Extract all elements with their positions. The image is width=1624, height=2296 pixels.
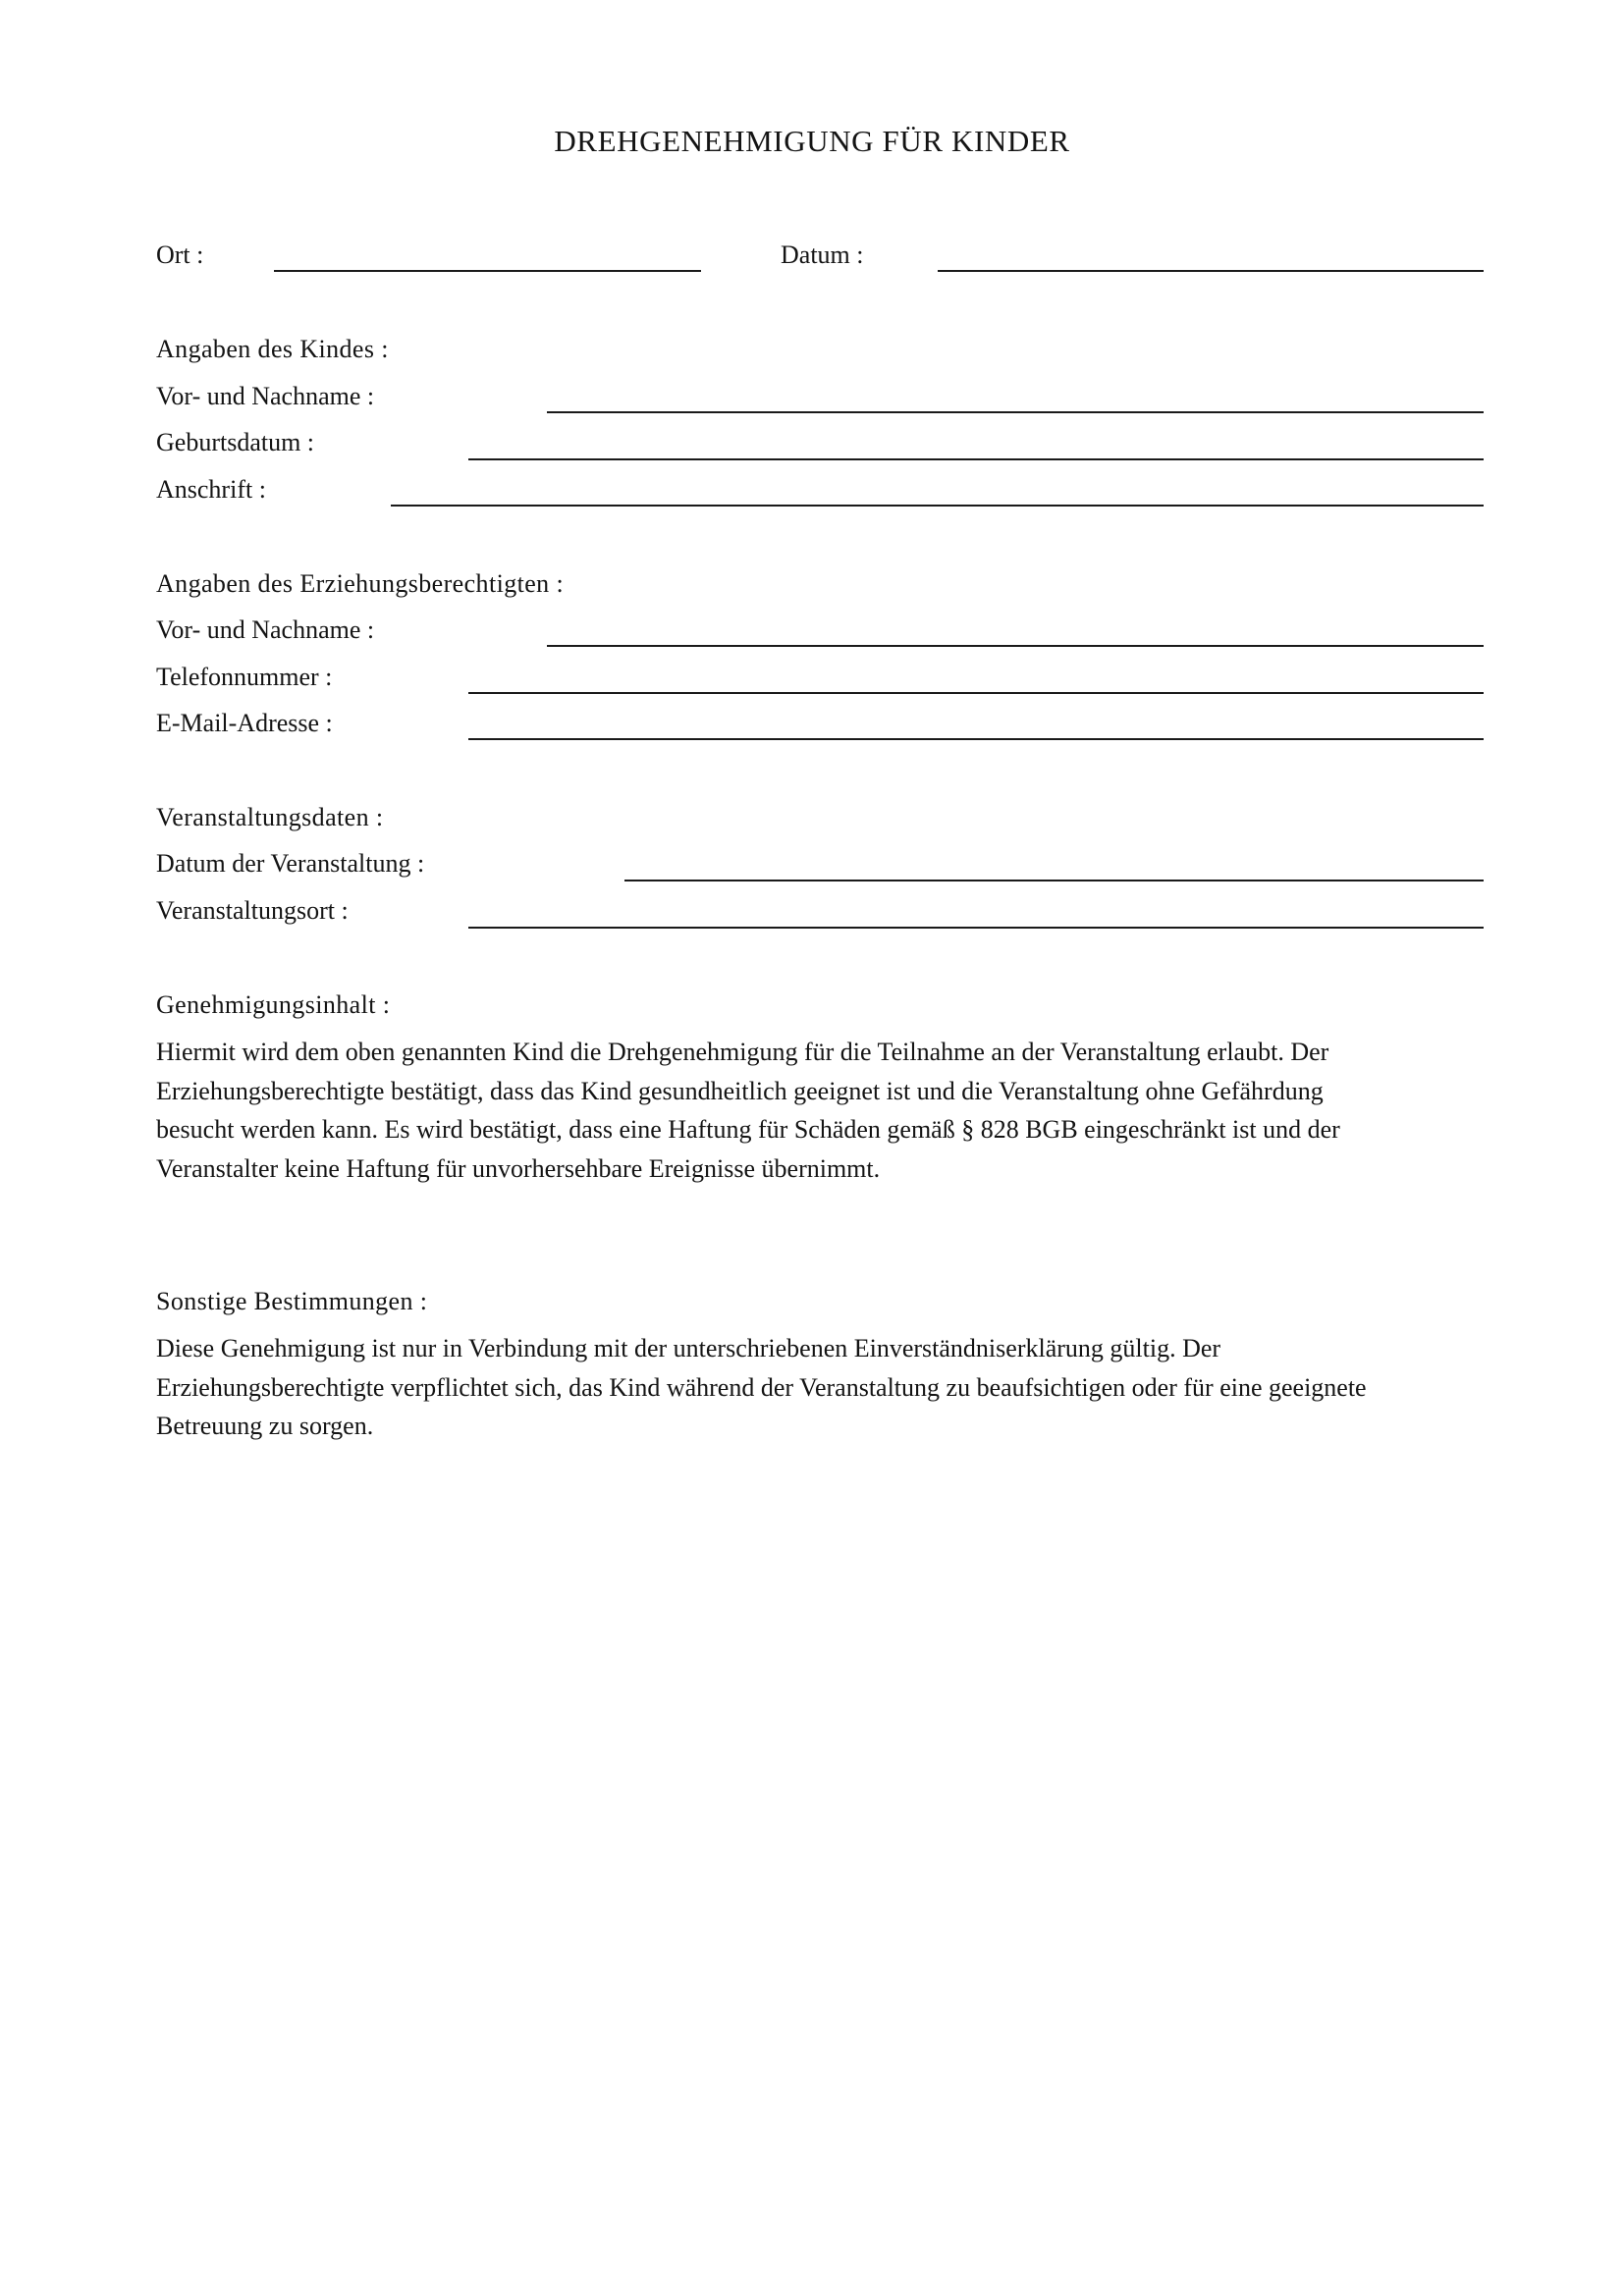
guardian-email-label: E-Mail-Adresse : bbox=[156, 709, 333, 737]
guardian-email-field-line[interactable] bbox=[468, 738, 1484, 740]
event-date-label: Datum der Veranstaltung : bbox=[156, 849, 425, 878]
guardian-phone-field-line[interactable] bbox=[468, 692, 1484, 694]
ort-field-line[interactable] bbox=[274, 270, 701, 272]
datum-label: Datum : bbox=[781, 240, 864, 269]
content-line: Erziehungsberechtigte bestätigt, dass das Kind gesundheitlich geeignet ist und die Veranstaltung ohne Gefährdung bbox=[156, 1076, 1324, 1105]
child-address-label: Anschrift : bbox=[156, 475, 266, 504]
content-line: Veranstalter keine Haftung für unvorhersehbare Ereignisse übernimmt. bbox=[156, 1153, 881, 1183]
document-title: DREHGENEHMIGUNG FÜR KINDER bbox=[554, 124, 1070, 158]
guardian-name-field-line[interactable] bbox=[547, 645, 1484, 647]
content-section-heading: Genehmigungsinhalt : bbox=[156, 990, 391, 1019]
guardian-section-heading: Angaben des Erziehungsberechtigten : bbox=[156, 569, 565, 598]
event-section-heading: Veranstaltungsdaten : bbox=[156, 803, 384, 831]
child-name-field-line[interactable] bbox=[547, 411, 1484, 413]
other-line: Erziehungsberechtigte verpflichtet sich, das Kind während der Veranstaltung zu beaufsichtigen oder für eine geeignete bbox=[156, 1372, 1367, 1402]
content-paragraph bbox=[156, 1033, 1491, 1188]
other-section-heading: Sonstige Bestimmungen : bbox=[156, 1287, 428, 1315]
child-birthdate-field-line[interactable] bbox=[468, 458, 1484, 460]
child-section-heading: Angaben des Kindes : bbox=[156, 335, 389, 363]
other-line: Diese Genehmigung ist nur in Verbindung mit der unterschriebenen Einverständniserklärung gültig. Der bbox=[156, 1334, 1221, 1362]
event-place-label: Veranstaltungsort : bbox=[156, 896, 349, 925]
content-line: Hiermit wird dem oben genannten Kind die Drehgenehmigung für die Teilnahme an der Veranstaltung erlaubt. Der bbox=[156, 1038, 1329, 1066]
content-line: besucht werden kann. Es wird bestätigt, dass eine Haftung für Schäden gemäß § 828 BGB eingeschränkt ist und der bbox=[156, 1115, 1340, 1144]
event-date-field-line[interactable] bbox=[624, 880, 1484, 881]
child-birthdate-label: Geburtsdatum : bbox=[156, 428, 315, 456]
other-paragraph bbox=[156, 1329, 1491, 1446]
datum-field-line[interactable] bbox=[938, 270, 1484, 272]
ort-label: Ort : bbox=[156, 240, 204, 269]
guardian-name-label: Vor- und Nachname : bbox=[156, 615, 375, 644]
child-address-field-line[interactable] bbox=[391, 505, 1484, 507]
child-name-label: Vor- und Nachname : bbox=[156, 382, 375, 410]
event-place-field-line[interactable] bbox=[468, 927, 1484, 929]
guardian-phone-label: Telefonnummer : bbox=[156, 663, 333, 691]
other-line: Betreuung zu sorgen. bbox=[156, 1412, 374, 1440]
